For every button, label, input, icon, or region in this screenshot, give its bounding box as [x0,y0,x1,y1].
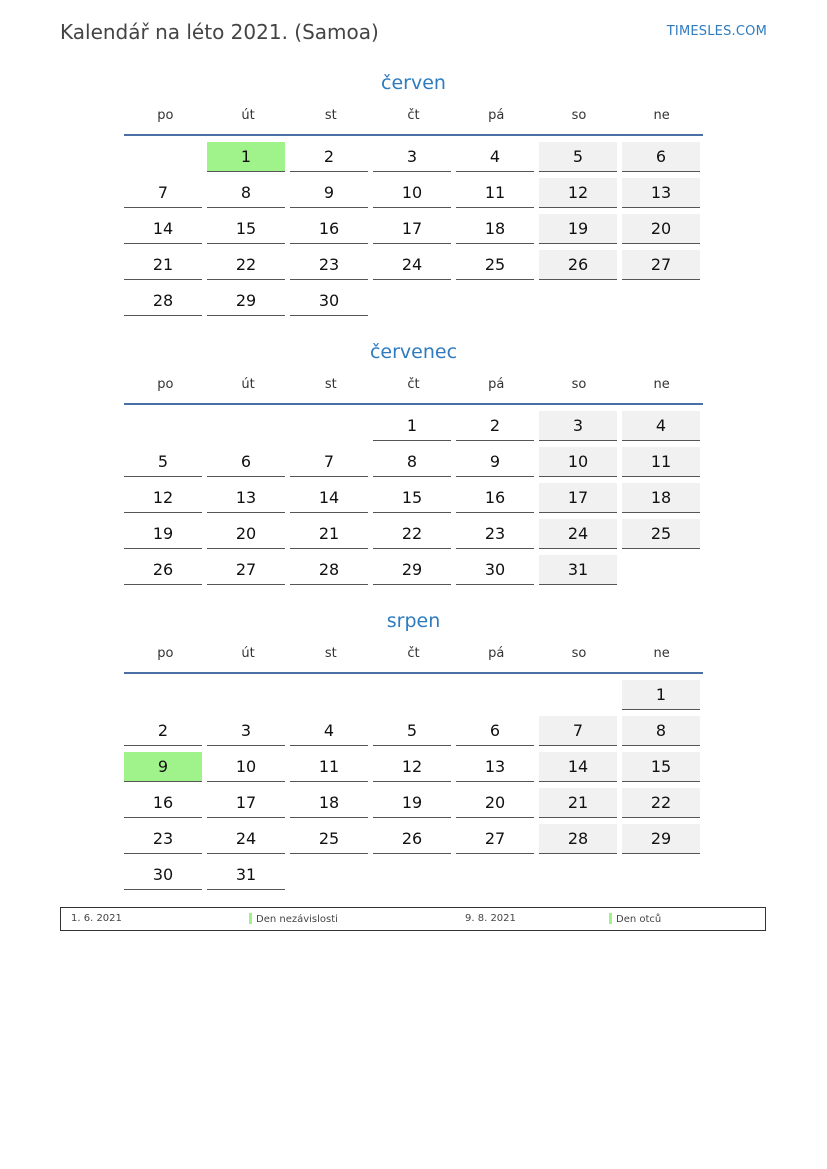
day-cell: 16 [290,214,368,244]
weekday-label: pá [488,376,505,392]
day-cell: 14 [539,752,617,782]
month-name: srpen [386,610,441,632]
weekday-label: čt [407,107,420,123]
day-cell: 22 [373,519,451,549]
day-cell: 25 [622,519,700,549]
page-title: Kalendář na léto 2021. (Samoa) [60,20,379,44]
weekday-label: po [157,645,174,661]
holiday-color-swatch [609,913,612,924]
empty-day-cell [373,286,451,316]
day-cell: 3 [373,142,451,172]
day-cell: 8 [207,178,285,208]
day-cell: 27 [207,555,285,585]
weekday-label: čt [407,645,420,661]
week-row [124,411,703,447]
day-cell: 1 [622,680,700,710]
day-cell: 27 [456,824,534,854]
day-cell: 28 [124,286,202,316]
empty-day-cell [207,411,285,441]
day-cell: 18 [622,483,700,513]
day-cell: 25 [456,250,534,280]
day-cell: 7 [124,178,202,208]
day-cell: 20 [622,214,700,244]
day-cell: 4 [290,716,368,746]
day-cell: 15 [373,483,451,513]
day-cell: 16 [456,483,534,513]
day-cell: 25 [290,824,368,854]
day-cell: 7 [290,447,368,477]
weekday-label: st [324,645,337,661]
day-cell: 21 [539,788,617,818]
day-grid [124,680,703,896]
empty-day-cell [456,286,534,316]
legend-holiday-1 [249,913,338,925]
day-cell: 18 [456,214,534,244]
week-row [124,214,703,250]
day-cell: 22 [622,788,700,818]
day-cell: 12 [124,483,202,513]
weekday-label: so [571,645,587,661]
empty-day-cell [207,680,285,710]
empty-day-cell [622,286,700,316]
week-row [124,286,703,322]
day-cell: 22 [207,250,285,280]
day-cell: 23 [124,824,202,854]
day-cell: 4 [622,411,700,441]
day-cell: 29 [373,555,451,585]
weekday-label: st [324,107,337,123]
empty-day-cell [373,680,451,710]
day-grid [124,411,703,591]
day-cell: 10 [373,178,451,208]
empty-day-cell [124,680,202,710]
day-cell: 24 [539,519,617,549]
weekday-label: so [571,107,587,123]
empty-day-cell [290,680,368,710]
day-cell: 5 [539,142,617,172]
day-cell: 17 [539,483,617,513]
week-row [124,824,703,860]
day-cell: 12 [539,178,617,208]
day-grid [124,142,703,322]
week-row [124,752,703,788]
day-cell: 5 [373,716,451,746]
day-cell: 29 [622,824,700,854]
day-cell: 21 [124,250,202,280]
day-cell: 7 [539,716,617,746]
empty-day-cell [539,860,617,890]
legend-holiday-2 [609,913,661,925]
empty-day-cell [124,411,202,441]
weekday-label: st [324,376,337,392]
month-name: červen [381,72,446,94]
week-row [124,250,703,286]
day-cell: 24 [373,250,451,280]
empty-day-cell [622,555,700,585]
empty-day-cell [622,860,700,890]
day-cell: 28 [539,824,617,854]
weekday-label: út [241,376,255,392]
weekday-label: ne [653,645,670,661]
day-cell: 9 [456,447,534,477]
day-cell: 6 [207,447,285,477]
week-row [124,142,703,178]
empty-day-cell [539,680,617,710]
week-row [124,680,703,716]
weekday-label: út [241,107,255,123]
weekday-label: ne [653,376,670,392]
week-row [124,483,703,519]
weekday-header [124,634,703,672]
weekday-header [124,96,703,134]
week-row [124,555,703,591]
month-calendar [124,70,703,322]
weekday-label: po [157,107,174,123]
day-cell: 1 [373,411,451,441]
empty-day-cell [456,860,534,890]
holiday-color-swatch [249,913,252,924]
weekday-label: pá [488,645,505,661]
day-cell: 2 [124,716,202,746]
day-cell: 12 [373,752,451,782]
empty-day-cell [456,680,534,710]
week-row [124,178,703,214]
empty-day-cell [124,142,202,172]
day-cell: 13 [456,752,534,782]
header-divider [124,134,703,136]
day-cell: 13 [622,178,700,208]
brand-link[interactable]: TIMESLES.COM [666,24,767,39]
day-cell: 30 [456,555,534,585]
day-cell: 14 [124,214,202,244]
day-cell: 26 [539,250,617,280]
weekday-label: ne [653,107,670,123]
day-cell: 20 [456,788,534,818]
day-cell: 4 [456,142,534,172]
week-row [124,716,703,752]
day-cell: 2 [290,142,368,172]
legend-holiday-name-1: Den nezávislosti [256,914,338,925]
weekday-label: čt [407,376,420,392]
day-cell: 19 [373,788,451,818]
day-cell: 29 [207,286,285,316]
day-cell: 11 [290,752,368,782]
day-cell: 11 [622,447,700,477]
day-cell: 8 [622,716,700,746]
day-cell: 19 [539,214,617,244]
day-cell: 11 [456,178,534,208]
holiday-day-cell: 9 [124,752,202,782]
legend-date-1: 1. 6. 2021 [71,913,122,924]
day-cell: 23 [290,250,368,280]
header-divider [124,403,703,405]
empty-day-cell [539,286,617,316]
month-calendar [124,339,703,591]
day-cell: 23 [456,519,534,549]
day-cell: 5 [124,447,202,477]
day-cell: 31 [207,860,285,890]
day-cell: 31 [539,555,617,585]
week-row [124,788,703,824]
weekday-label: pá [488,107,505,123]
weekday-header [124,365,703,403]
day-cell: 9 [290,178,368,208]
holiday-day-cell: 1 [207,142,285,172]
day-cell: 3 [207,716,285,746]
week-row [124,447,703,483]
day-cell: 6 [456,716,534,746]
day-cell: 27 [622,250,700,280]
day-cell: 10 [207,752,285,782]
empty-day-cell [373,860,451,890]
day-cell: 6 [622,142,700,172]
day-cell: 14 [290,483,368,513]
day-cell: 15 [207,214,285,244]
weekday-label: so [571,376,587,392]
day-cell: 15 [622,752,700,782]
day-cell: 17 [207,788,285,818]
day-cell: 3 [539,411,617,441]
month-calendar [124,608,703,896]
day-cell: 16 [124,788,202,818]
day-cell: 20 [207,519,285,549]
day-cell: 30 [124,860,202,890]
weekday-label: po [157,376,174,392]
day-cell: 10 [539,447,617,477]
day-cell: 21 [290,519,368,549]
day-cell: 26 [373,824,451,854]
holiday-legend [60,907,766,931]
day-cell: 18 [290,788,368,818]
week-row [124,860,703,896]
header-divider [124,672,703,674]
day-cell: 19 [124,519,202,549]
legend-date-2: 9. 8. 2021 [465,913,516,924]
weekday-label: út [241,645,255,661]
day-cell: 8 [373,447,451,477]
day-cell: 17 [373,214,451,244]
day-cell: 28 [290,555,368,585]
legend-holiday-name-2: Den otců [616,914,662,925]
day-cell: 13 [207,483,285,513]
empty-day-cell [290,860,368,890]
day-cell: 24 [207,824,285,854]
month-name: červenec [369,341,458,363]
week-row [124,519,703,555]
day-cell: 2 [456,411,534,441]
empty-day-cell [290,411,368,441]
day-cell: 30 [290,286,368,316]
day-cell: 26 [124,555,202,585]
